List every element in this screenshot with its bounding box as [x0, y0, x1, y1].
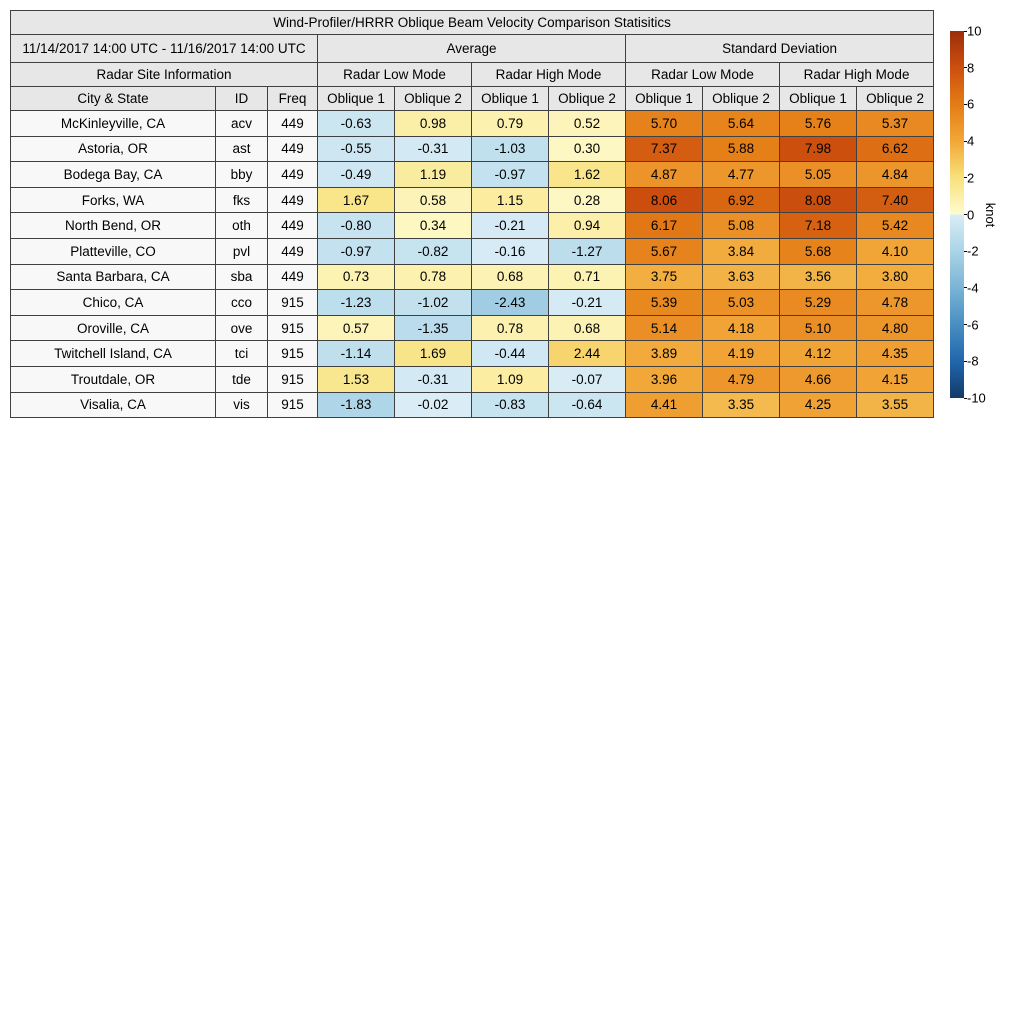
- value-cell: 0.34: [395, 213, 472, 239]
- colorbar-unit-label: knot: [983, 202, 998, 227]
- col-std-low-oblique1: Oblique 1: [626, 87, 703, 111]
- value-cell: 6.92: [703, 187, 780, 213]
- value-cell: -0.63: [318, 111, 395, 137]
- table-row: [11, 111, 934, 137]
- value-cell: 0.98: [395, 111, 472, 137]
- value-cell: 5.08: [703, 213, 780, 239]
- value-cell: 5.05: [780, 162, 857, 188]
- table-body: [11, 111, 934, 418]
- value-cell: 5.29: [780, 290, 857, 316]
- col-id: ID: [216, 87, 268, 111]
- freq-cell: 449: [268, 264, 318, 290]
- value-cell: 0.28: [549, 187, 626, 213]
- value-cell: 5.37: [857, 111, 934, 137]
- value-cell: -0.31: [395, 136, 472, 162]
- value-cell: 4.80: [857, 315, 934, 341]
- value-cell: 0.78: [472, 315, 549, 341]
- value-cell: -1.27: [549, 238, 626, 264]
- value-cell: 7.40: [857, 187, 934, 213]
- city-cell: Bodega Bay, CA: [11, 162, 216, 188]
- value-cell: 3.84: [703, 238, 780, 264]
- value-cell: 2.44: [549, 341, 626, 367]
- group-avg-low-mode: Radar Low Mode: [318, 63, 472, 87]
- value-cell: 5.39: [626, 290, 703, 316]
- value-cell: 7.37: [626, 136, 703, 162]
- value-cell: -0.44: [472, 341, 549, 367]
- value-cell: -0.16: [472, 238, 549, 264]
- colorbar-tick-label: -8: [967, 353, 979, 369]
- value-cell: 0.68: [472, 264, 549, 290]
- value-cell: -0.21: [549, 290, 626, 316]
- group-average: Average: [318, 35, 626, 63]
- col-avg-low-oblique1: Oblique 1: [318, 87, 395, 111]
- freq-cell: 449: [268, 187, 318, 213]
- col-freq: Freq: [268, 87, 318, 111]
- value-cell: 5.14: [626, 315, 703, 341]
- value-cell: 3.35: [703, 392, 780, 418]
- value-cell: 4.19: [703, 341, 780, 367]
- group-std-dev: Standard Deviation: [626, 35, 934, 63]
- id-cell: vis: [216, 392, 268, 418]
- value-cell: 3.56: [780, 264, 857, 290]
- colorbar-tick-label: 8: [967, 60, 975, 76]
- id-cell: ove: [216, 315, 268, 341]
- freq-cell: 449: [268, 213, 318, 239]
- value-cell: 5.68: [780, 238, 857, 264]
- value-cell: 1.69: [395, 341, 472, 367]
- table-row: [11, 238, 934, 264]
- freq-cell: 915: [268, 290, 318, 316]
- id-cell: oth: [216, 213, 268, 239]
- value-cell: 6.17: [626, 213, 703, 239]
- value-cell: 3.96: [626, 366, 703, 392]
- value-cell: -0.49: [318, 162, 395, 188]
- city-cell: Chico, CA: [11, 290, 216, 316]
- value-cell: 0.30: [549, 136, 626, 162]
- value-cell: 5.03: [703, 290, 780, 316]
- value-cell: 0.73: [318, 264, 395, 290]
- colorbar-tick-label: 6: [967, 96, 975, 112]
- stats-table: [10, 10, 934, 418]
- value-cell: 4.12: [780, 341, 857, 367]
- value-cell: -2.43: [472, 290, 549, 316]
- table-row: [11, 264, 934, 290]
- value-cell: 4.79: [703, 366, 780, 392]
- col-avg-low-oblique2: Oblique 2: [395, 87, 472, 111]
- date-range: 11/14/2017 14:00 UTC - 11/16/2017 14:00 UTC: [11, 35, 318, 63]
- value-cell: 1.09: [472, 366, 549, 392]
- group-std-low-mode: Radar Low Mode: [626, 63, 780, 87]
- city-cell: Astoria, OR: [11, 136, 216, 162]
- group-site-info: Radar Site Information: [11, 63, 318, 87]
- value-cell: 4.66: [780, 366, 857, 392]
- value-cell: 5.67: [626, 238, 703, 264]
- value-cell: 0.94: [549, 213, 626, 239]
- value-cell: 4.25: [780, 392, 857, 418]
- value-cell: 4.10: [857, 238, 934, 264]
- value-cell: 5.42: [857, 213, 934, 239]
- col-avg-high-oblique2: Oblique 2: [549, 87, 626, 111]
- value-cell: 3.55: [857, 392, 934, 418]
- city-cell: North Bend, OR: [11, 213, 216, 239]
- colorbar-tick-label: 2: [967, 170, 975, 186]
- id-cell: tci: [216, 341, 268, 367]
- value-cell: -0.80: [318, 213, 395, 239]
- id-cell: pvl: [216, 238, 268, 264]
- value-cell: 4.15: [857, 366, 934, 392]
- value-cell: 4.78: [857, 290, 934, 316]
- value-cell: 0.57: [318, 315, 395, 341]
- col-avg-high-oblique1: Oblique 1: [472, 87, 549, 111]
- id-cell: tde: [216, 366, 268, 392]
- id-cell: bby: [216, 162, 268, 188]
- freq-cell: 449: [268, 136, 318, 162]
- table-row: [11, 162, 934, 188]
- group-std-high-mode: Radar High Mode: [780, 63, 934, 87]
- id-cell: fks: [216, 187, 268, 213]
- col-city-state: City & State: [11, 87, 216, 111]
- id-cell: cco: [216, 290, 268, 316]
- freq-cell: 915: [268, 392, 318, 418]
- value-cell: 8.06: [626, 187, 703, 213]
- value-cell: 4.35: [857, 341, 934, 367]
- freq-cell: 915: [268, 341, 318, 367]
- value-cell: -0.83: [472, 392, 549, 418]
- freq-cell: 449: [268, 162, 318, 188]
- value-cell: 0.71: [549, 264, 626, 290]
- value-cell: 5.76: [780, 111, 857, 137]
- value-cell: 5.64: [703, 111, 780, 137]
- value-cell: 6.62: [857, 136, 934, 162]
- value-cell: 4.84: [857, 162, 934, 188]
- value-cell: 4.77: [703, 162, 780, 188]
- value-cell: 3.89: [626, 341, 703, 367]
- city-cell: McKinleyville, CA: [11, 111, 216, 137]
- value-cell: 1.67: [318, 187, 395, 213]
- value-cell: -1.83: [318, 392, 395, 418]
- id-cell: ast: [216, 136, 268, 162]
- value-cell: 5.10: [780, 315, 857, 341]
- value-cell: 0.68: [549, 315, 626, 341]
- city-cell: Platteville, CO: [11, 238, 216, 264]
- value-cell: -0.31: [395, 366, 472, 392]
- value-cell: -1.35: [395, 315, 472, 341]
- col-std-high-oblique2: Oblique 2: [857, 87, 934, 111]
- value-cell: 4.18: [703, 315, 780, 341]
- colorbar-gradient: [950, 31, 964, 398]
- value-cell: 3.75: [626, 264, 703, 290]
- table-row: [11, 213, 934, 239]
- table-row: [11, 187, 934, 213]
- value-cell: 3.80: [857, 264, 934, 290]
- value-cell: 1.53: [318, 366, 395, 392]
- value-cell: -0.97: [318, 238, 395, 264]
- value-cell: -1.23: [318, 290, 395, 316]
- city-cell: Forks, WA: [11, 187, 216, 213]
- value-cell: 4.87: [626, 162, 703, 188]
- value-cell: 5.70: [626, 111, 703, 137]
- value-cell: 8.08: [780, 187, 857, 213]
- table-row: [11, 341, 934, 367]
- group-avg-high-mode: Radar High Mode: [472, 63, 626, 87]
- table-row: [11, 366, 934, 392]
- value-cell: -0.02: [395, 392, 472, 418]
- colorbar-tick-label: 4: [967, 133, 975, 149]
- value-cell: 1.62: [549, 162, 626, 188]
- table-row: [11, 136, 934, 162]
- freq-cell: 449: [268, 238, 318, 264]
- freq-cell: 915: [268, 315, 318, 341]
- freq-cell: 915: [268, 366, 318, 392]
- value-cell: -0.64: [549, 392, 626, 418]
- freq-cell: 449: [268, 111, 318, 137]
- table-title: Wind-Profiler/HRRR Oblique Beam Velocity Comparison Statisitics: [11, 11, 934, 35]
- colorbar-tick-label: -6: [967, 317, 979, 333]
- col-std-low-oblique2: Oblique 2: [703, 87, 780, 111]
- id-cell: acv: [216, 111, 268, 137]
- colorbar: [950, 23, 1020, 406]
- table-row: [11, 315, 934, 341]
- value-cell: 4.41: [626, 392, 703, 418]
- value-cell: 0.79: [472, 111, 549, 137]
- value-cell: -0.82: [395, 238, 472, 264]
- colorbar-tick-label: 0: [967, 207, 975, 222]
- value-cell: 7.18: [780, 213, 857, 239]
- value-cell: 3.63: [703, 264, 780, 290]
- value-cell: 0.58: [395, 187, 472, 213]
- city-cell: Santa Barbara, CA: [11, 264, 216, 290]
- col-std-high-oblique1: Oblique 1: [780, 87, 857, 111]
- colorbar-tick-label: -4: [967, 280, 979, 296]
- value-cell: -1.02: [395, 290, 472, 316]
- value-cell: -0.97: [472, 162, 549, 188]
- value-cell: 0.52: [549, 111, 626, 137]
- value-cell: -1.03: [472, 136, 549, 162]
- value-cell: 1.19: [395, 162, 472, 188]
- value-cell: 0.78: [395, 264, 472, 290]
- colorbar-tick-label: 10: [967, 23, 982, 39]
- city-cell: Oroville, CA: [11, 315, 216, 341]
- table-row: [11, 290, 934, 316]
- value-cell: 7.98: [780, 136, 857, 162]
- value-cell: 1.15: [472, 187, 549, 213]
- colorbar-tick-label: -2: [967, 243, 979, 259]
- value-cell: -0.55: [318, 136, 395, 162]
- table-row: [11, 392, 934, 418]
- value-cell: 5.88: [703, 136, 780, 162]
- colorbar-tick-label: -10: [967, 390, 986, 406]
- city-cell: Troutdale, OR: [11, 366, 216, 392]
- value-cell: -1.14: [318, 341, 395, 367]
- id-cell: sba: [216, 264, 268, 290]
- city-cell: Twitchell Island, CA: [11, 341, 216, 367]
- city-cell: Visalia, CA: [11, 392, 216, 418]
- value-cell: -0.07: [549, 366, 626, 392]
- value-cell: -0.21: [472, 213, 549, 239]
